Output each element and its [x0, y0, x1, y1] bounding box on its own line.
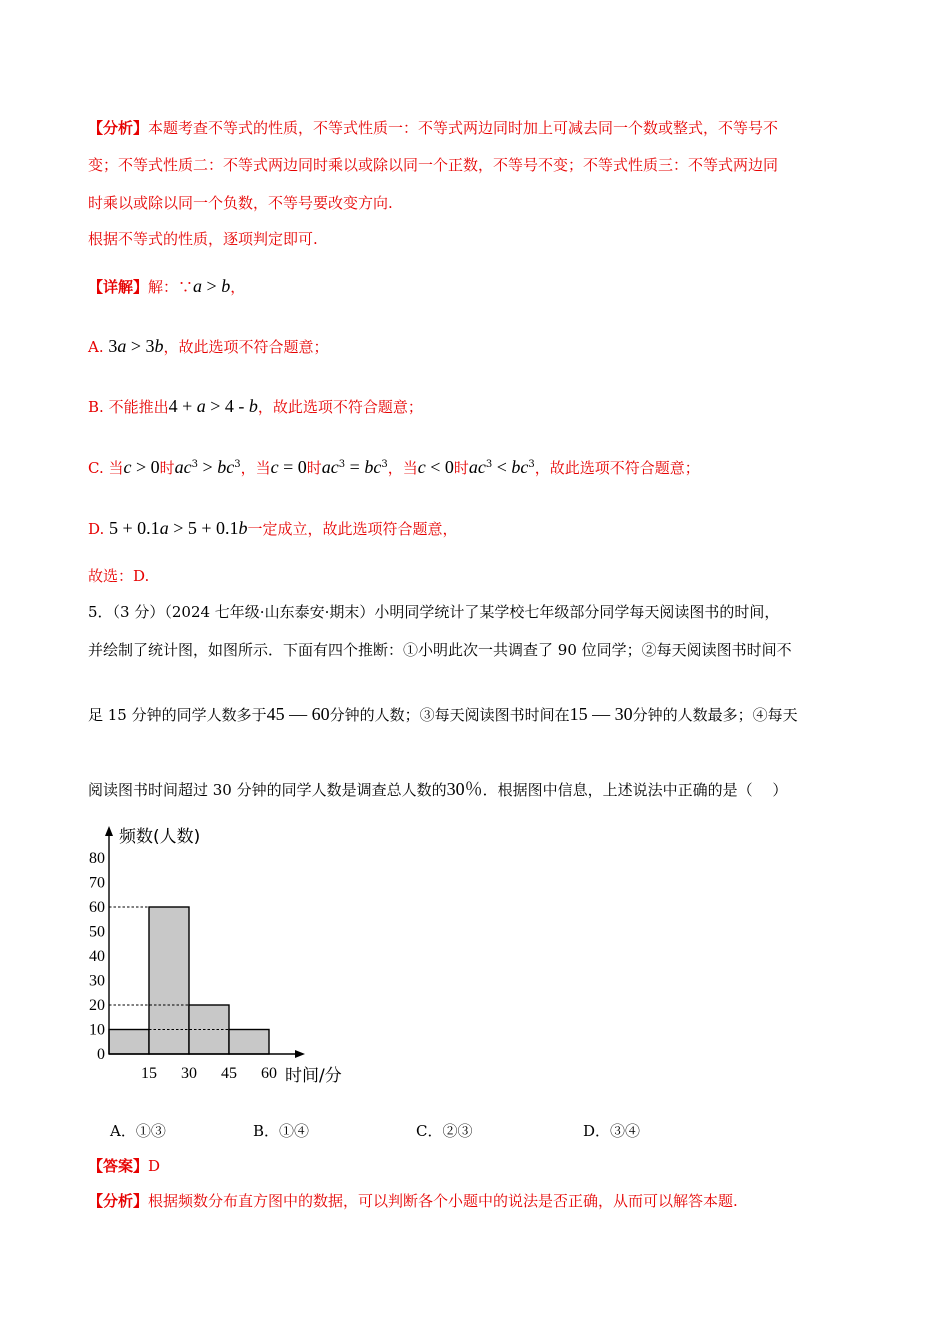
- x-axis-title: 时间/分: [285, 1066, 342, 1084]
- choice-d[interactable]: D．③④: [583, 1122, 641, 1140]
- x-tick-label-60: 60: [261, 1065, 277, 1082]
- y-tick-label-80: 80: [89, 850, 105, 867]
- option-a-explanation: A. 3a > 3b，故此选项不符合题意；: [88, 336, 329, 356]
- option-c-explanation: C. 当c > 0时$ac^3 > bc^3$，当c = 0时$ac^3 = bc^3$，当c < 0时$ac^3 < bc^3$，故此选项不符合题意；: [88, 457, 700, 477]
- option-b-explanation: B. 不能推出4 + a > 4 - b，故此选项不符合题意；: [88, 396, 423, 416]
- analysis-line-2: 变；不等式性质二：不等式两边同时乘以或除以同一个正数，不等号不变；不等式性质三：不等式两边同: [88, 156, 779, 174]
- answer-line: 【答案】D: [88, 1157, 161, 1175]
- y-tick-label-50: 50: [89, 923, 105, 941]
- question-line-2: 并绘制了统计图，如图所示．下面有四个推断：①小明此次一共调查了 90 位同学；②每天阅读图书时间不: [88, 641, 792, 659]
- analysis-line-4: 根据不等式的性质，逐项判定即可.: [88, 230, 318, 248]
- histogram-bar-3: [229, 1030, 269, 1055]
- y-tick-label-60: 60: [89, 899, 105, 916]
- analysis-2-line: 【分析】根据频数分布直方图中的数据，可以判断各个小题中的说法是否正确，从而可以解答本题.: [88, 1192, 738, 1210]
- question-line-1: 5．（3 分）（2024 七年级·山东泰安·期末）小明同学统计了某学校七年级部分同学每天阅读图书的时间，: [88, 603, 780, 621]
- y-tick-label-10: 10: [89, 1021, 105, 1039]
- choice-b[interactable]: B．①④: [253, 1122, 310, 1140]
- analysis-line-3: 时乘以或除以同一个负数，不等号要改变方向.: [88, 194, 393, 212]
- detail-line: 【详解】解：∵a > b，: [88, 276, 246, 296]
- x-tick-label-45: 45: [221, 1065, 237, 1082]
- choice-a[interactable]: A．①③: [110, 1122, 166, 1140]
- choice-c[interactable]: C．②③: [416, 1122, 473, 1140]
- conclusion: 故选：D.: [88, 567, 150, 585]
- y-tick-label-20: 20: [89, 997, 105, 1014]
- histogram-chart: [85, 822, 365, 1084]
- y-tick-label-40: 40: [89, 948, 105, 965]
- analysis-tag: 【分析】: [88, 119, 149, 137]
- y-axis-title: 频数(人数): [119, 827, 201, 847]
- x-axis-arrow: [295, 1050, 305, 1058]
- question-line-3: 足 15 分钟的同学人数多于45 ― 60分钟的人数；③每天阅读图书时间在15 ― 30分钟的人数最多；④每天: [88, 704, 798, 724]
- histogram-bar-0: [109, 1030, 149, 1055]
- y-tick-label-30: 30: [89, 972, 105, 990]
- y-tick-label-70: 70: [89, 874, 105, 892]
- y-axis-arrow: [105, 826, 113, 836]
- y-tick-label-0: 0: [97, 1046, 105, 1063]
- option-d-explanation: D. 5 + 0.1a > 5 + 0.1b一定成立，故此选项符合题意，: [88, 518, 458, 538]
- histogram-bar-1: [149, 907, 189, 1054]
- analysis-line-1: 【分析】本题考查不等式的性质，不等式性质一：不等式两边同时加上可减去同一个数或整式，不等号不: [88, 119, 779, 137]
- x-tick-label-15: 15: [141, 1065, 157, 1082]
- question-line-4: 阅读图书时间超过 30 分钟的同学人数是调查总人数的30％．根据图中信息，上述说法中正确的是（ ）: [88, 779, 788, 799]
- x-tick-label-30: 30: [181, 1065, 197, 1082]
